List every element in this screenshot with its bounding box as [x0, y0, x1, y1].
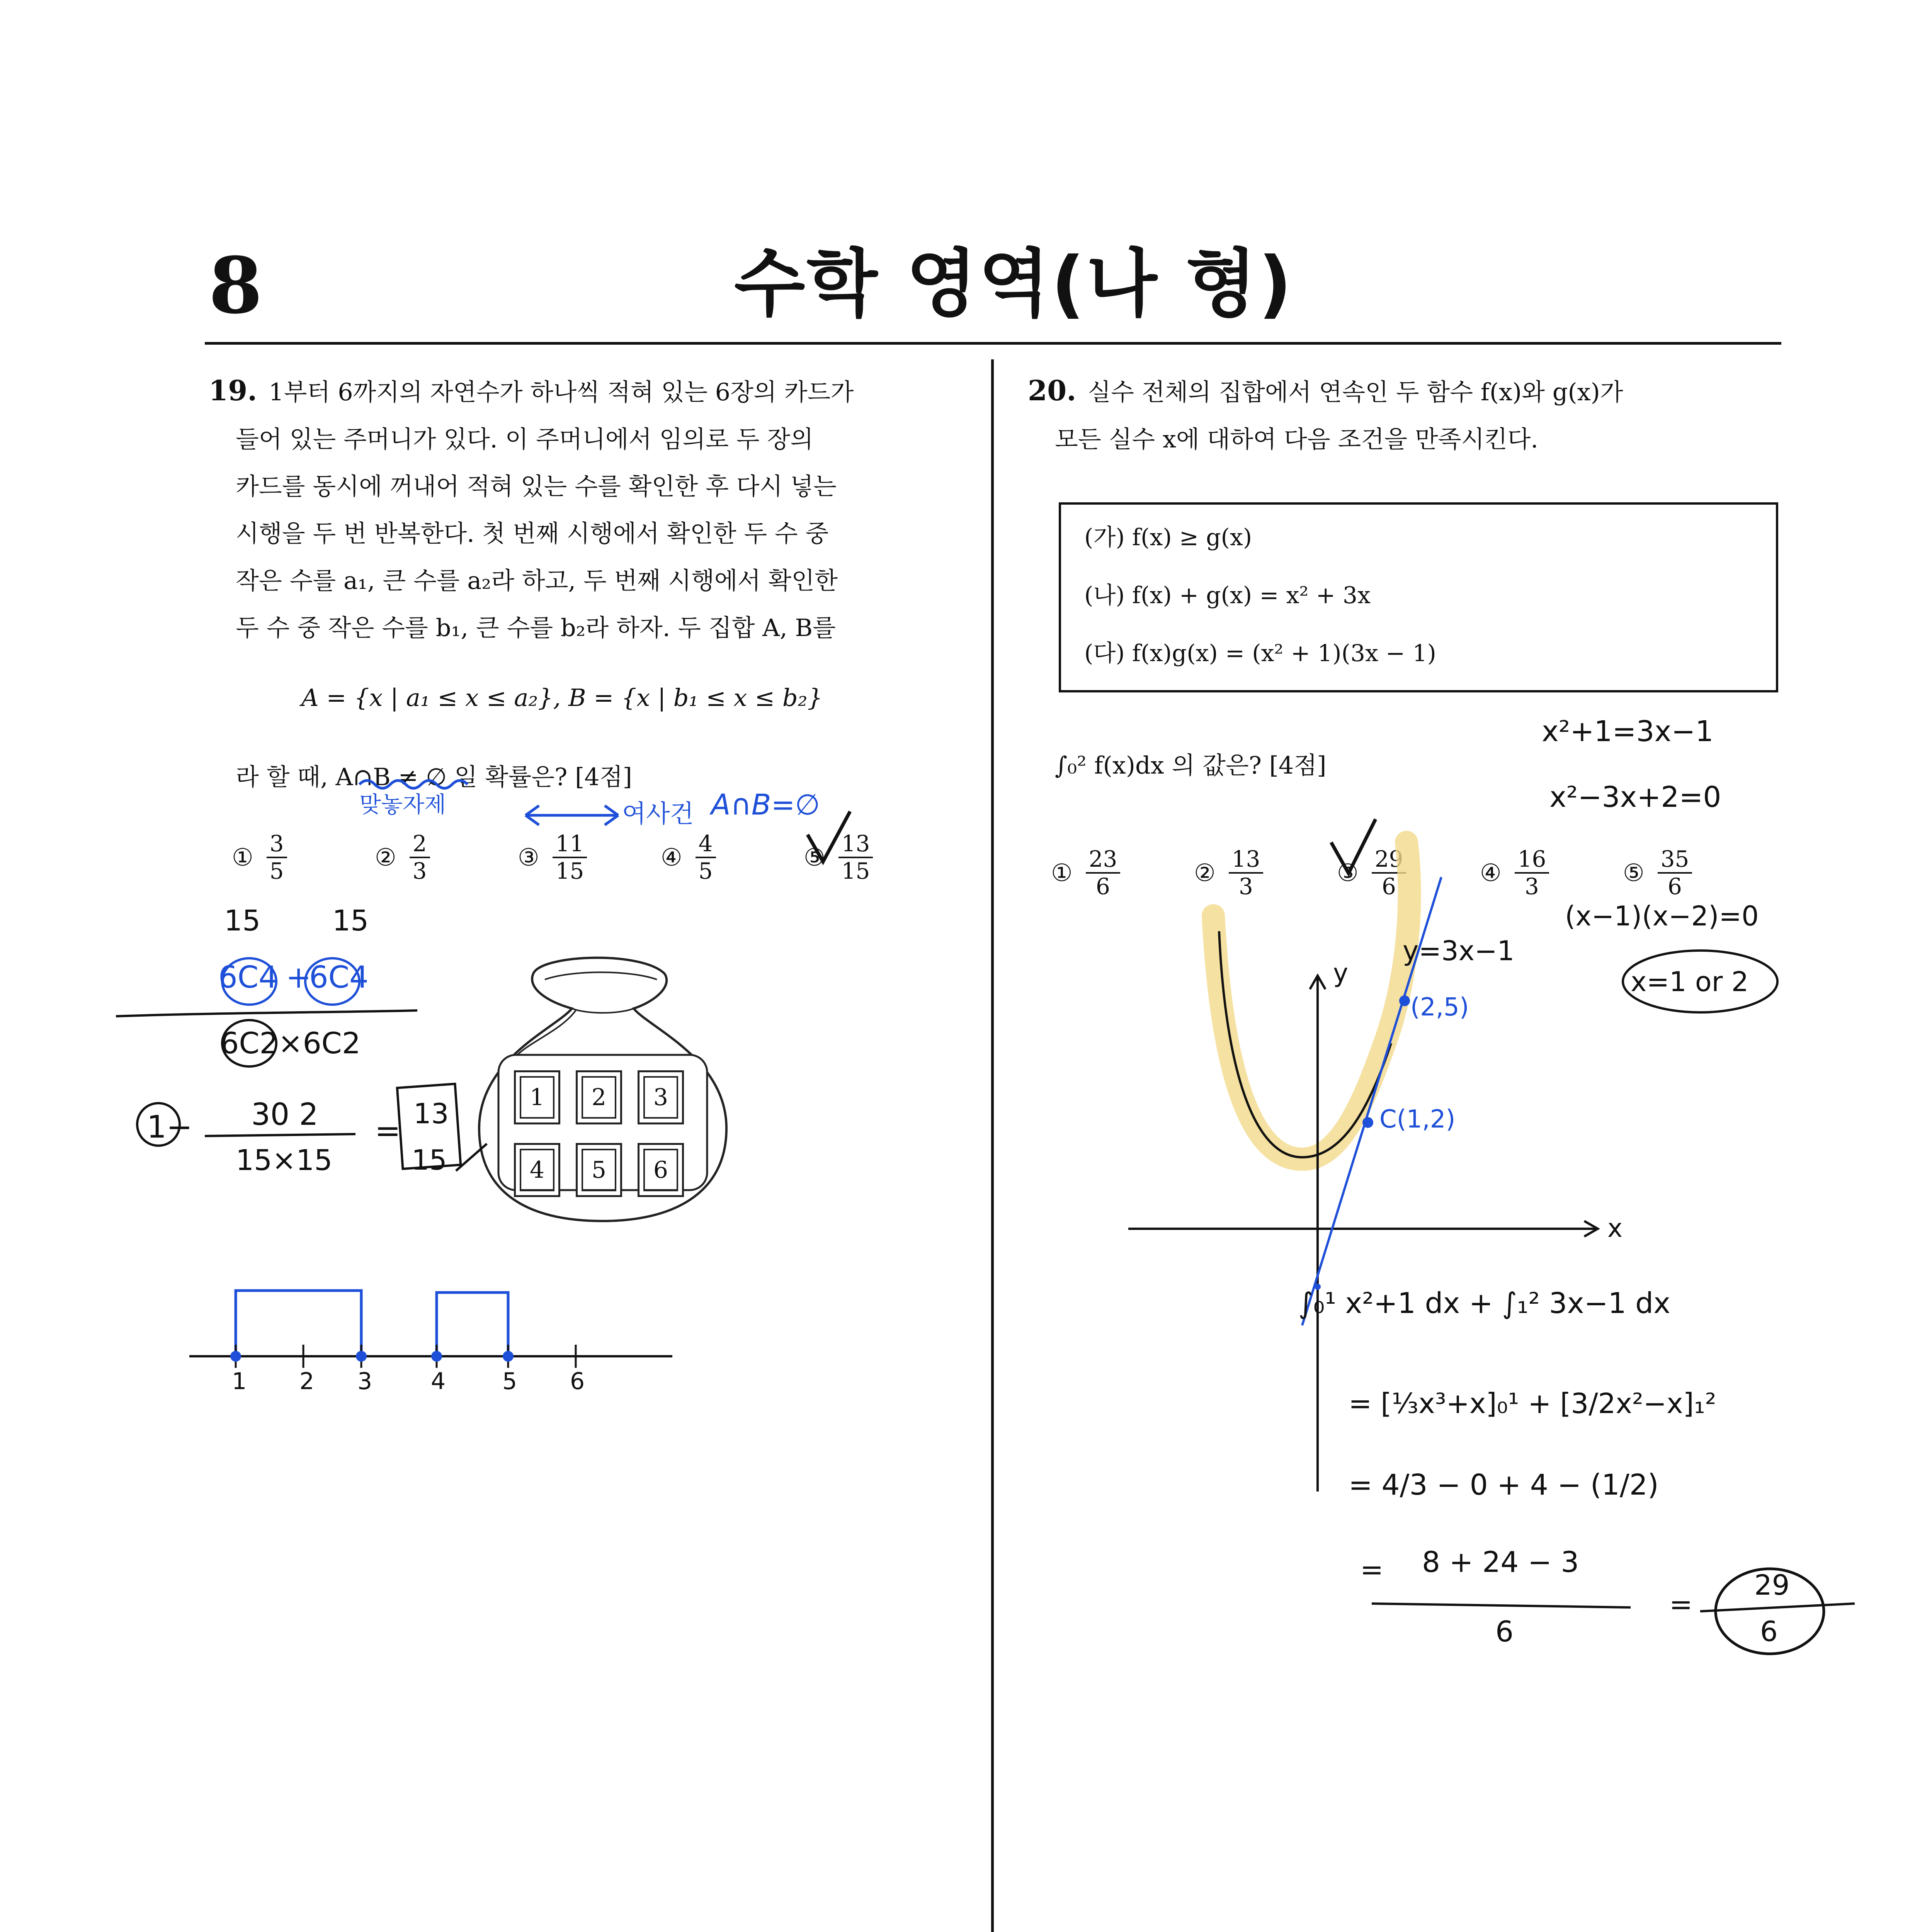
hw-complement: A∩B=∅	[711, 788, 820, 821]
hw-line-label: y=3x−1	[1403, 935, 1515, 967]
q19-line-2: 들어 있는 주머니가 있다. 이 주머니에서 임의로 두 장의	[236, 425, 813, 453]
hw-top-a: 15	[224, 904, 261, 937]
q20-choice-4[interactable]: ④ $\frac{16}{3}$	[1480, 846, 1549, 899]
hw-comb-a: 6C4	[218, 960, 278, 995]
hw-axis-y: y	[1333, 958, 1349, 988]
q19-choice-1[interactable]: ① $\frac{3}{5}$	[232, 831, 287, 884]
hw-eq1: x²+1=3x−1	[1542, 715, 1714, 748]
q19-body	[209, 367, 974, 651]
hw-arrow-label: 여사건	[622, 800, 694, 828]
nl-label-6: 6	[570, 1368, 585, 1395]
hw-integral: ∫₀¹ x²+1 dx + ∫₁² 3x−1 dx	[1298, 1287, 1670, 1320]
condition-ga: (가) f(x) ≥ g(x)	[1084, 524, 1252, 551]
hw-final-eq: =	[1669, 1588, 1693, 1621]
hw-step2: = 4/3 − 0 + 4 − (1/2)	[1349, 1468, 1659, 1502]
q19-handwriting-strokes	[116, 757, 1005, 1260]
q20-choice-2[interactable]: ② $\frac{13}{3}$	[1194, 846, 1263, 899]
card: 4	[514, 1143, 560, 1197]
interval-b	[437, 1293, 508, 1356]
q20-choice-3[interactable]: ③ $\frac{29}{6}$	[1337, 846, 1406, 899]
card: 5	[576, 1143, 622, 1197]
q20-choice-1[interactable]: ① $\frac{23}{6}$	[1051, 846, 1120, 899]
nl-label-1: 1	[232, 1368, 247, 1395]
hw-point-top: (2,5)	[1410, 993, 1469, 1022]
card: 6	[638, 1143, 684, 1197]
point-c	[1362, 1117, 1373, 1128]
hw-top-b: 15	[332, 904, 369, 937]
q19-line-4: 시행을 두 번 반복한다. 첫 번째 시행에서 확인한 두 수 중	[236, 519, 829, 548]
q19-question: 라 할 때, A∩B ≠ ∅ 일 확률은? [4점]	[236, 763, 632, 791]
card: 1	[514, 1070, 560, 1124]
q20-line-2: 모든 실수 x에 대하여 다음 조건을 만족시킨다.	[1055, 425, 1538, 453]
q20-number: 20.	[1028, 374, 1077, 407]
q19-line-5: 작은 수를 a₁, 큰 수를 a₂라 하고, 두 번째 시행에서 확인한	[236, 566, 838, 595]
final-fraction-bar	[1372, 1604, 1631, 1607]
q19-choice-4[interactable]: ④ $\frac{4}{5}$	[661, 831, 716, 884]
nl-label-4: 4	[431, 1368, 446, 1395]
hw-eq3: (x−1)(x−2)=0	[1565, 900, 1759, 932]
hw-step3-eq: =	[1360, 1553, 1384, 1586]
final-answer-bar	[1700, 1604, 1855, 1611]
hw-equals: =	[375, 1113, 401, 1149]
hw-answer-num: 13	[413, 1097, 449, 1130]
double-arrow	[526, 806, 618, 825]
hw-step3-num: 8 + 24 − 3	[1422, 1546, 1579, 1579]
page-number: 8	[209, 240, 263, 331]
hw-comb-den: 6C2×6C2	[220, 1026, 361, 1060]
endpoint-dot	[356, 1351, 367, 1362]
card: 3	[638, 1070, 684, 1124]
q19-number: 19.	[209, 374, 257, 407]
q19-line-1: 19. 1부터 6까지의 자연수가 하나씩 적혀 있는 6장의 카드가	[209, 374, 854, 407]
hw-calc-den: 15×15	[236, 1144, 333, 1177]
q20-line-1: 20. 실수 전체의 집합에서 연속인 두 함수 f(x)와 g(x)가	[1028, 374, 1623, 407]
hw-calc-num: 30 2	[251, 1097, 318, 1132]
q19-choice-5[interactable]: ⑤ $\frac{13}{15}$	[804, 831, 873, 884]
q20-choice-5[interactable]: ⑤ $\frac{35}{6}$	[1623, 846, 1692, 899]
endpoint-dot	[431, 1351, 442, 1362]
nl-label-3: 3	[357, 1368, 372, 1395]
q20-question: ∫₀² f(x)dx 의 값은? [4점]	[1055, 751, 1327, 779]
hw-comb-b: 6C4	[309, 960, 369, 995]
hw-answer-den: 15	[412, 1144, 447, 1176]
hw-annotation-under: 맞놓자제	[359, 791, 446, 818]
comb-fraction-bar	[116, 1010, 417, 1016]
nl-label-2: 2	[299, 1368, 315, 1395]
q20-graph-sketch	[1121, 715, 1893, 1681]
hw-eq2: x²−3x+2=0	[1549, 781, 1721, 814]
point-2-5	[1399, 995, 1410, 1006]
q19-set-definition: A = {x | a₁ ≤ x ≤ a₂}, B = {x | b₁ ≤ x ≤ b₂}	[301, 684, 823, 712]
nl-label-5: 5	[502, 1368, 517, 1395]
hw-step3-den: 6	[1495, 1615, 1514, 1648]
q19-choice-3[interactable]: ③ $\frac{11}{15}$	[518, 831, 587, 884]
condition-da: (다) f(x)g(x) = (x² + 1)(3x − 1)	[1084, 640, 1436, 667]
calc-fraction-bar	[205, 1134, 355, 1136]
endpoint-dot	[503, 1351, 514, 1362]
hw-comb-plus: +	[286, 960, 311, 995]
interval-a	[236, 1291, 361, 1356]
section-title: 수학 영역(나 형)	[734, 241, 1294, 327]
card: 2	[576, 1070, 622, 1124]
endpoint-dot	[230, 1351, 241, 1362]
q19-line-3: 카드를 동시에 꺼내어 적혀 있는 수를 확인한 후 다시 넣는	[236, 472, 837, 500]
hw-final-den: 6	[1760, 1615, 1778, 1648]
q20-body	[1028, 367, 1781, 463]
hw-final-num: 29	[1754, 1569, 1790, 1601]
hw-axis-x: x	[1607, 1213, 1623, 1243]
hw-step1: = [⅓x³+x]₀¹ + [3/2x²−x]₁²	[1349, 1387, 1716, 1420]
q19-choice-2[interactable]: ② $\frac{2}{3}$	[375, 831, 430, 884]
hw-point-bottom: C(1,2)	[1379, 1105, 1456, 1134]
header-rule	[205, 342, 1781, 345]
condition-na: (나) f(x) + g(x) = x² + 3x	[1084, 582, 1371, 609]
hw-eq4: x=1 or 2	[1631, 966, 1749, 998]
checkmark-q20	[1331, 819, 1376, 873]
q19-line-6: 두 수 중 작은 수를 b₁, 큰 수를 b₂라 하자. 두 집합 A, B를	[236, 614, 836, 642]
hw-one-minus: 1−	[147, 1109, 192, 1145]
conditions-box	[1059, 502, 1778, 692]
